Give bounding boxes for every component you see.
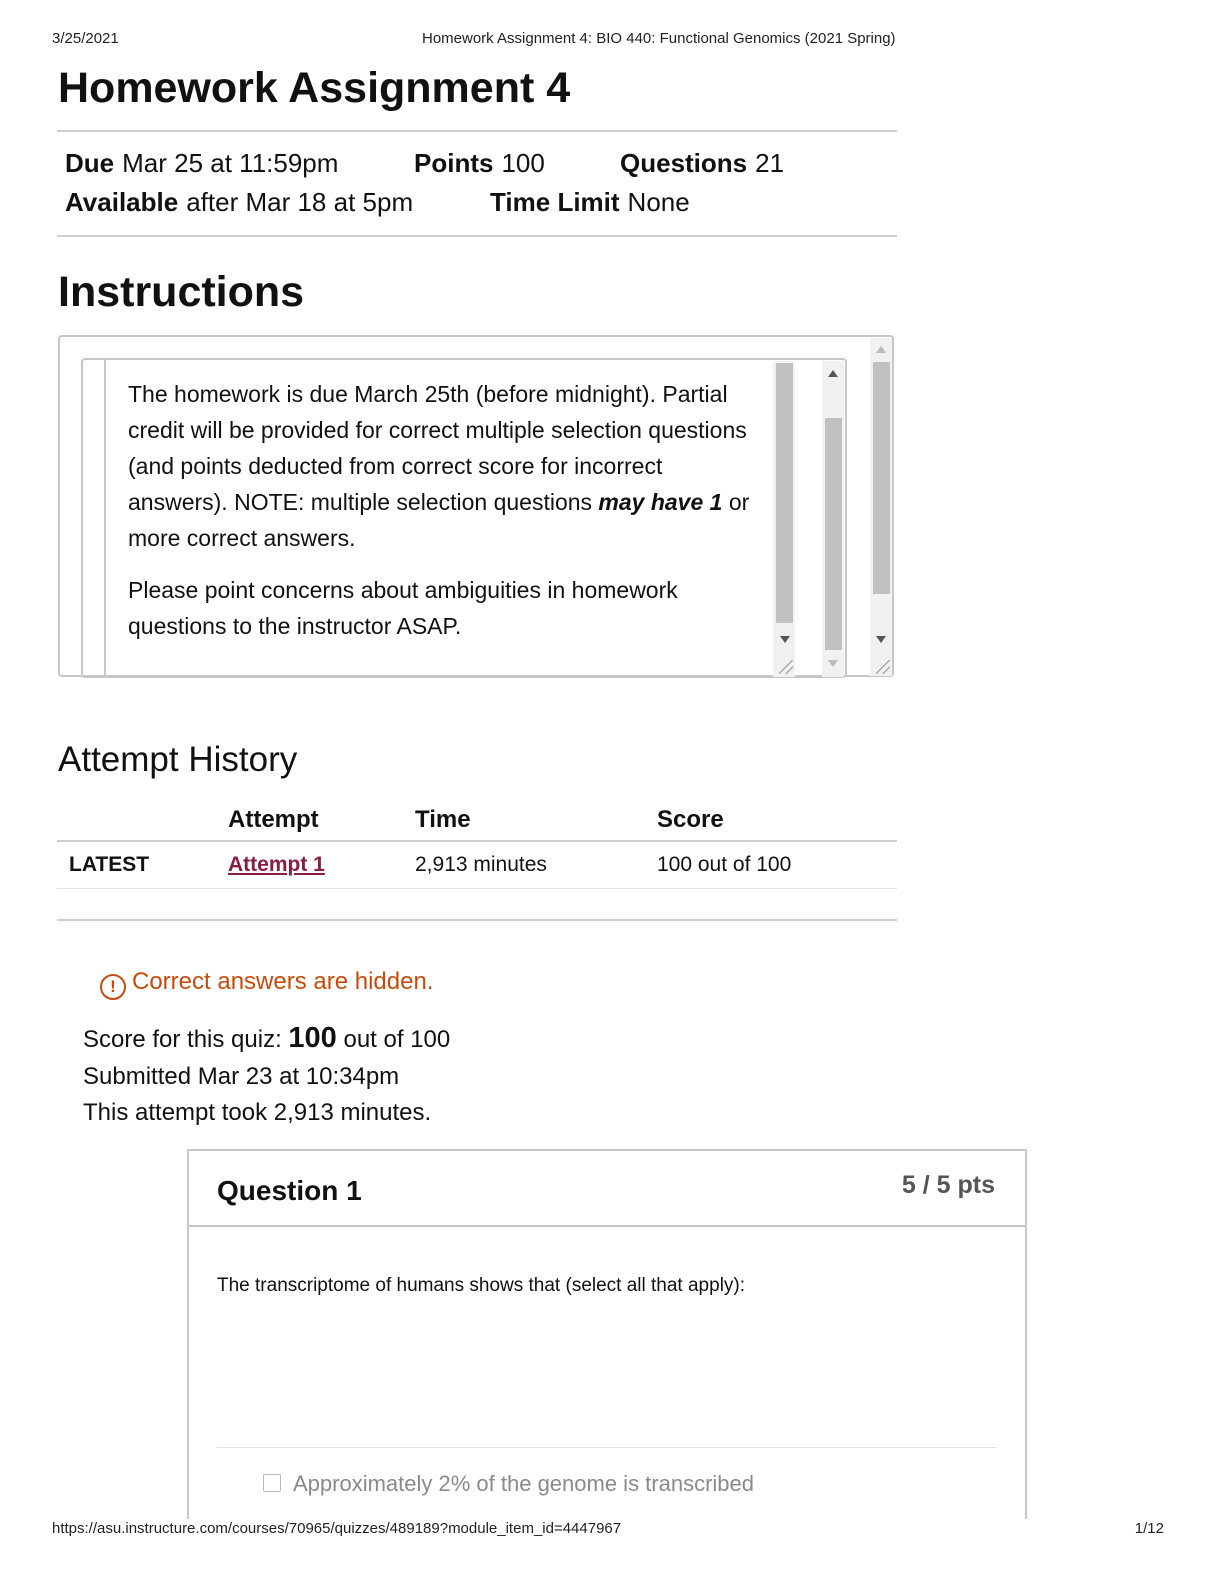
middle-scroll-up-arrow-icon[interactable] [828, 370, 838, 377]
instructions-heading: Instructions [58, 268, 305, 316]
answer-label: Approximately 2% of the genome is transcribed [293, 1471, 755, 1496]
table-header-row [57, 800, 897, 841]
middle-scrollbar-thumb[interactable] [825, 418, 842, 650]
divider [57, 235, 897, 237]
time-limit-value: None [627, 187, 690, 217]
questions-label: Questions [620, 148, 748, 178]
divider [57, 919, 897, 921]
latest-tag: LATEST [57, 841, 228, 889]
print-doc-title: Homework Assignment 4: BIO 440: Functional Genomics (2021 Spring) [422, 30, 896, 47]
outer-scroll-down-arrow-icon[interactable] [876, 636, 886, 643]
divider [57, 130, 897, 132]
instructions-paragraph-2: Please point concerns about ambiguities in homework questions to the instructor ASAP. [128, 577, 678, 639]
due-value: Mar 25 at 11:59pm [122, 148, 339, 178]
page-number: 1/12 [1134, 1520, 1164, 1537]
inner-scrollbar-thumb[interactable] [776, 363, 793, 623]
inner-scroll-down-arrow-icon[interactable] [780, 636, 790, 643]
outer-scrollbar-thumb[interactable] [873, 362, 890, 594]
warning-circle-icon: ! [100, 974, 126, 1000]
column-header: Score [657, 800, 897, 841]
available-date [65, 187, 413, 218]
question-header [189, 1151, 1025, 1227]
outer-resize-grip-icon[interactable] [876, 660, 890, 674]
points [414, 148, 545, 179]
submitted-time: Submitted Mar 23 at 10:34pm [83, 1063, 400, 1090]
time-limit-label: Time Limit [490, 187, 620, 217]
correct-answers-hidden-notice [100, 968, 433, 1000]
question-card [187, 1149, 1027, 1519]
answer-checkbox[interactable] [263, 1474, 281, 1492]
answer-option[interactable] [263, 1471, 754, 1497]
middle-scroll-down-arrow-icon[interactable] [828, 660, 838, 667]
instructions-paragraph-1: The homework is due March 25th (before midnight). Partial credit will be provided for correct multiple selection questions (and points deducted from correct score for incorrect answers). NOTE: multiple selection questions may have 1 or more correct answers. [128, 381, 750, 551]
points-label: Points [414, 148, 494, 178]
questions-value: 21 [755, 148, 785, 178]
question-points: 5 / 5 pts [901, 1171, 995, 1199]
answer-divider [217, 1447, 997, 1448]
column-header [57, 800, 228, 841]
question-text: The transcriptome of humans shows that (select all that apply): [217, 1275, 746, 1296]
attempt-score: 100 out of 100 [657, 841, 897, 889]
print-date: 3/25/2021 [52, 30, 119, 47]
emphasis-text: may have 1 [598, 489, 723, 515]
column-header: Attempt [228, 800, 415, 841]
instructions-left-border [104, 358, 106, 678]
column-header: Time [415, 800, 657, 841]
time-limit [490, 187, 690, 218]
attempt-history-table [57, 800, 897, 889]
points-value: 100 [501, 148, 545, 178]
resize-grip-icon[interactable] [779, 660, 793, 674]
page-url: https://asu.instructure.com/courses/70965/quizzes/489189?module_item_id=4447967 [52, 1520, 622, 1537]
attempt-history-heading: Attempt History [58, 740, 298, 779]
questions-count [620, 148, 784, 179]
instructions-body [128, 376, 758, 660]
attempt-time: 2,913 minutes [415, 841, 657, 889]
due-label: Due [65, 148, 115, 178]
quiz-score: Score for this quiz: 100 out of 100 [83, 1022, 451, 1054]
available-value: after Mar 18 at 5pm [186, 187, 414, 217]
page-title: Homework Assignment 4 [58, 64, 571, 112]
due-date [65, 148, 338, 179]
outer-scroll-up-arrow-icon[interactable] [876, 346, 886, 353]
table-row [57, 841, 897, 889]
question-title: Question 1 [217, 1175, 362, 1206]
attempt-link[interactable]: Attempt 1 [228, 853, 325, 876]
notice-text: Correct answers are hidden. [132, 968, 434, 995]
available-label: Available [65, 187, 179, 217]
attempt-duration: This attempt took 2,913 minutes. [83, 1099, 432, 1126]
score-value: 100 [288, 1022, 337, 1054]
